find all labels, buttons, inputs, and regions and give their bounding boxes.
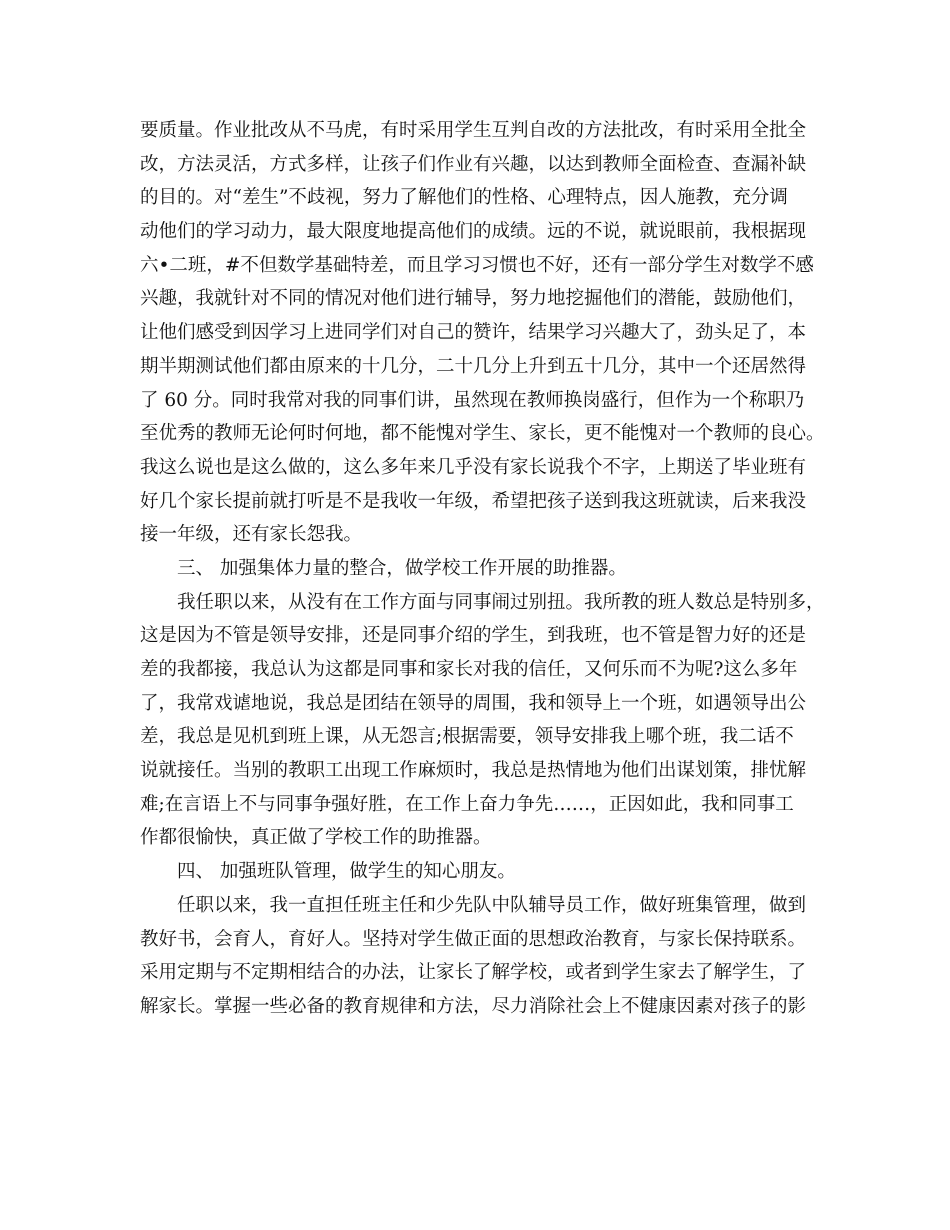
text-line: 了，我常戏谑地说，我总是团结在领导的周围，我和领导上一个班，如遇领导出公 — [140, 692, 807, 714]
text-line: 改，方法灵活，方式多样，让孩子们作业有兴趣，以达到教师全面检查、查漏补缺 — [140, 153, 807, 175]
text-line: 至优秀的教师无论何时何地，都不能愧对学生、家长，更不能愧对一个教师的良心。 — [140, 423, 825, 445]
text-line: 我任职以来，从没有在工作方面与同事闹过别扭。我所教的班人数总是特别多， — [177, 591, 825, 613]
text-line: 要质量。作业批改从不马虎，有时采用学生互判自改的方法批改，有时采用全批全 — [140, 120, 807, 141]
text-line: 了 60 分。同时我常对我的同事们讲，虽然现在教师换岗盛行，但作为一个称职乃 — [140, 389, 805, 411]
text-line: 动他们的学习动力，最大限度地提高他们的成绩。远的不说，就说眼前，我根据现 — [140, 221, 807, 243]
body-text — [140, 114, 830, 1024]
text-line: 作都很愉快，真正做了学校工作的助推器。 — [140, 827, 492, 849]
text-line: 六•二班，#不但数学基础特差，而且学习习惯也不好，还有一部分学生对数学不感 — [140, 254, 814, 276]
text-line: 解家长。掌握一些必备的教育规律和方法，尽力消除社会上不健康因素对孩子的影 — [140, 995, 807, 1017]
text-line: 采用定期与不定期相结合的办法，让家长了解学校，或者到学生家去了解学生，了 — [140, 962, 807, 984]
text-line: 差，我总是见机到班上课，从无怨言;根据需要，领导安排我上哪个班，我二话不 — [140, 726, 794, 748]
text-line: 教好书，会育人，育好人。坚持对学生做正面的思想政治教育，与家长保持联系。 — [140, 928, 807, 950]
text-line: 的目的。对“差生”不歧视，努力了解他们的性格、心理特点，因人施教，充分调 — [140, 187, 788, 209]
text-line: 三、 加强集体力量的整合，做学校工作开展的助推器。 — [177, 557, 627, 579]
text-line: 四、 加强班队管理，做学生的知心朋友。 — [177, 861, 516, 883]
text-line: 任职以来，我一直担任班主任和少先队中队辅导员工作，做好班集管理，做到 — [177, 894, 807, 916]
text-line: 难;在言语上不与同事争强好胜，在工作上奋力争先……，正因如此，我和同事工 — [140, 793, 794, 815]
text-line: 好几个家长提前就打听是不是我收一年级，希望把孩子送到我这班就读，后来我没 — [140, 490, 807, 512]
text-line: 期半期测试他们都由原来的十几分，二十几分上升到五十几分，其中一个还居然得 — [140, 355, 807, 377]
text-line: 差的我都接，我总认为这都是同事和家长对我的信任，又何乐而不为呢?这么多年 — [140, 659, 798, 680]
text-line: 我这么说也是这么做的，这么多年来几乎没有家长说我个不字，上期送了毕业班有 — [140, 456, 807, 478]
text-line: 让他们感受到因学习上进同学们对自己的赞许，结果学习兴趣大了，劲头足了，本 — [140, 322, 807, 344]
text-line: 兴趣，我就针对不同的情况对他们进行辅导，努力地挖掘他们的潜能，鼓励他们， — [140, 288, 807, 310]
text-line: 说就接任。当别的教职工出现工作麻烦时，我总是热情地为他们出谋划策，排忧解 — [140, 760, 807, 782]
text-line: 接一年级，还有家长怨我。 — [140, 524, 363, 546]
text-line: 这是因为不管是领导安排，还是同事介绍的学生，到我班，也不管是智力好的还是 — [140, 625, 807, 647]
